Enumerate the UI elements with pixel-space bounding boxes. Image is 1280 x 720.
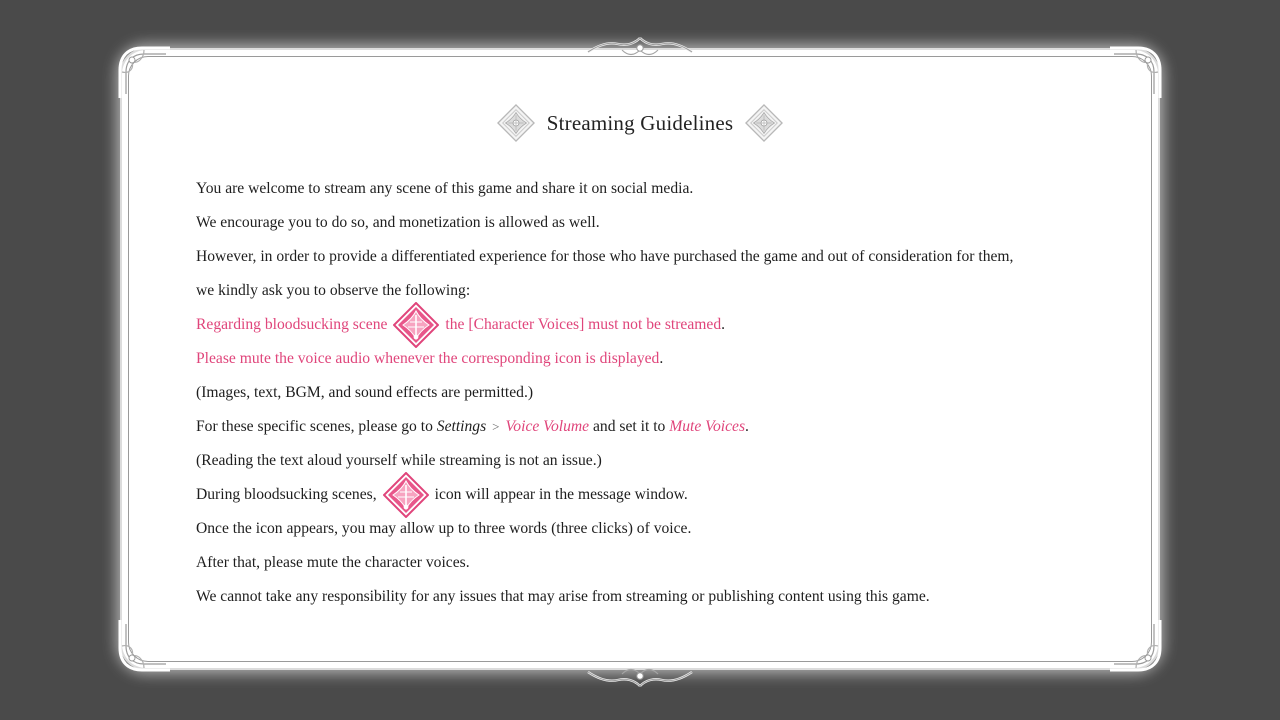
settings-menu-name: Settings (436, 418, 487, 435)
highlight-text: Please mute the voice audio whenever the corresponding icon is displayed (196, 350, 660, 367)
line-text: (Reading the text aloud yourself while streaming is not an issue.) (196, 452, 602, 469)
guideline-line (196, 274, 1116, 308)
highlight-text: Regarding bloodsucking scene (196, 316, 388, 333)
line-text: . (659, 350, 664, 367)
silver-diamond-ornament-icon (497, 104, 535, 142)
guideline-line (196, 546, 1116, 580)
line-text: Once the icon appears, you may allow up to three words (three clicks) of voice. (196, 520, 692, 537)
guideline-line-highlight (196, 342, 1116, 376)
highlight-text: the [Character Voices] must not be streamed (445, 316, 722, 333)
corner-ornament-icon (1106, 44, 1164, 102)
line-text: We encourage you to do so, and monetization is allowed as well. (196, 214, 600, 231)
line-text: we kindly ask you to observe the following: (196, 282, 471, 299)
line-text: . (745, 418, 749, 435)
corner-ornament-icon (116, 616, 174, 674)
line-text: You are welcome to stream any scene of this game and share it on social media. (196, 180, 694, 197)
guideline-line (196, 206, 1116, 240)
guidelines-dialog (120, 48, 1160, 670)
silver-diamond-ornament-icon (745, 104, 783, 142)
guideline-line (196, 580, 1116, 614)
guideline-line-settings (196, 410, 1116, 444)
voice-volume-option-name: Voice Volume (505, 418, 590, 435)
guideline-line (196, 444, 1116, 478)
line-text: (Images, text, BGM, and sound effects are permitted.) (196, 384, 534, 401)
guideline-line (196, 172, 1116, 206)
mute-voices-option-name: Mute Voices (669, 418, 746, 435)
line-text: and set it to (593, 418, 666, 435)
corner-ornament-icon (116, 44, 174, 102)
guideline-line (196, 512, 1116, 546)
dialog-title: Streaming Guidelines (546, 110, 734, 135)
guideline-line-highlight (196, 308, 1116, 342)
guideline-line (196, 240, 1116, 274)
line-text: icon will appear in the message window. (434, 486, 688, 503)
guideline-line (196, 376, 1116, 410)
line-text: For these specific scenes, please go to (196, 418, 433, 435)
line-text: We cannot take any responsibility for any issues that may arise from streaming or publishing content using this game. (196, 588, 930, 605)
corner-ornament-icon (1106, 616, 1164, 674)
line-text: During bloodsucking scenes, (196, 486, 377, 503)
dialog-header (120, 104, 1160, 142)
bottom-flourish-icon (582, 662, 698, 690)
guidelines-text (196, 172, 1116, 614)
guideline-line (196, 478, 1116, 512)
top-flourish-icon (582, 34, 698, 62)
line-text: However, in order to provide a differentiated experience for those who have purchased the game and out of consideration for them, (196, 248, 1014, 265)
line-text: . (721, 316, 726, 333)
menu-separator: > (492, 419, 500, 434)
line-text: After that, please mute the character voices. (196, 554, 470, 571)
